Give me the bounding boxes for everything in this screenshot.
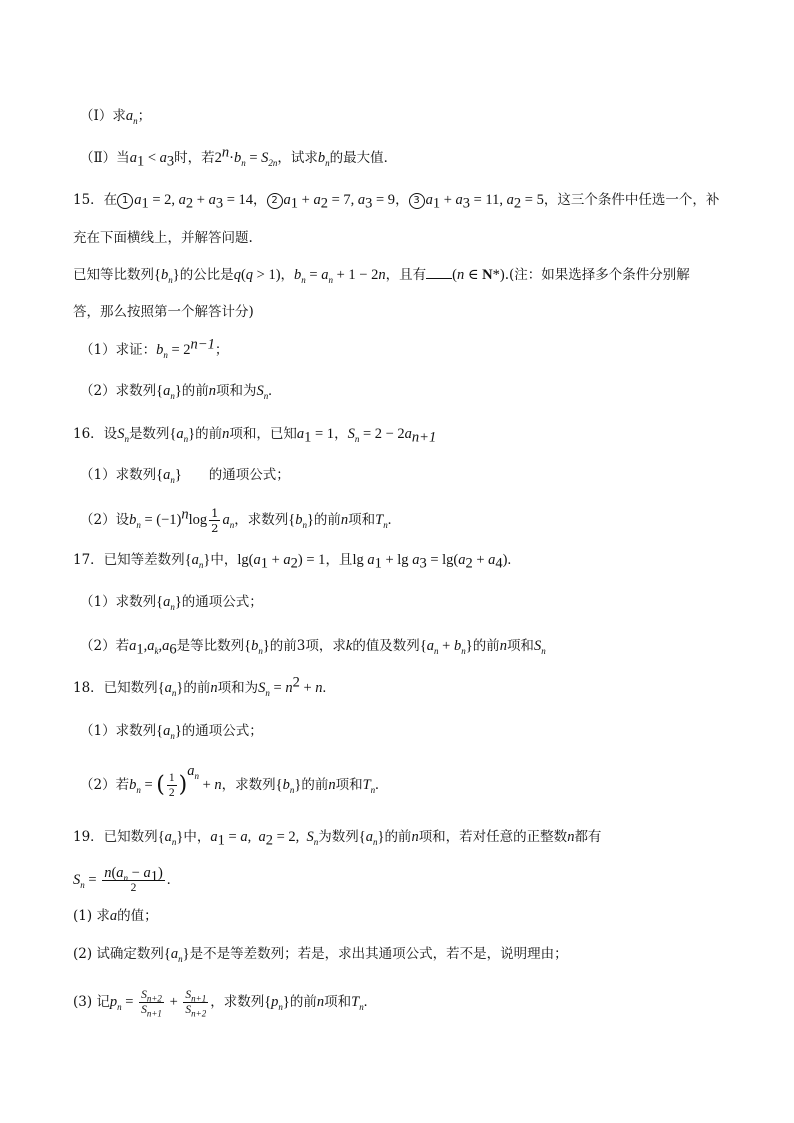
question-18: 18．已知数列$\{a_n\}$的前n项和为$S_n = n^2 + n$. bbox=[73, 674, 327, 698]
question-15-part-2: （2）求数列$\{a_n\}$的前n项和为$S_n$. bbox=[80, 383, 272, 401]
question-15: 15．在 1 $a_1 = 2$, $a_2 + a_3 = 14$， 2 $a_1 + a_2 = 7$, $a_3 = 9$， 3 $a_1 + a_3 = 11$, $a_2 = 5$，这三个条件中任选一个，补 bbox=[73, 192, 720, 212]
question-17: 17．已知等差数列$\{a_n\}$中，$\lg(a_1 + a_2) = 1$，且$\lg a_1 + \lg a_3 = \lg(a_2 + a_4)$. bbox=[73, 552, 512, 572]
question-16-part-1: （1）求数列$\{a_n\}$ 的通项公式； bbox=[80, 467, 290, 485]
part-ii: （Ⅱ）当$a_1 < a_3$时，若$2^n\cdot b_n = S_{2n}$，试求$b_n$的最大值． bbox=[80, 144, 398, 170]
question-15-line3: 已知等比数列$\{b_n\}$的公比是q(q > 1)，$b_n = a_n + 1 - 2n$，且有 (n ∈ N*).(注：如果选择多个条件分别解 bbox=[73, 267, 690, 285]
question-19-formula: $S_n$ = $\frac{n(a_n - a_1)}{2}$ . bbox=[73, 865, 171, 894]
question-18-part-1: （1）求数列$\{a_n\}$的通项公式； bbox=[80, 723, 263, 741]
question-19-part-2: (2) 试确定数列$\{a_n\}$是不是等差数列；若是，求出其通项公式，若不是，说明理由； bbox=[73, 946, 568, 964]
part-i: （Ⅰ）求$a_n$； bbox=[80, 108, 152, 126]
question-16-part-2: （2）设$b_n = (-1)^n\log$ $\frac{1}{2}$ $a_n$，求数列$\{b_n\}$的前n项和$T_n$. bbox=[80, 506, 392, 535]
question-17-part-2: （2）若$a_1,a_k,a_6$是等比数列$\{b_n\}$的前3项，求k的值及数列$\{a_n + b_n\}$的前n项和$S_n$ bbox=[80, 638, 546, 658]
question-17-part-1: （1）求数列$\{a_n\}$的通项公式； bbox=[80, 594, 263, 612]
question-19-part-1: (1) 求a的值； bbox=[73, 908, 158, 924]
question-15-line2: 充在下面横线上，并解答问题. bbox=[73, 230, 253, 246]
question-18-part-2: （2）若$b_n$ = ( $\frac{1}{2}$ )$^{a_n}$ + n，求数列$\{b_n\}$的前n项和$T_n$. bbox=[80, 763, 379, 799]
question-15-part-1: （1）求证：$b_n = 2^{n-1}$； bbox=[80, 336, 229, 360]
question-19-part-3: (3) 记$p_n$ = $\frac{S_{n+2}}{S_{n+1}}$ + $\frac{S_{n+1}}{S_{n+2}}$ ，求数列$\{p_n\}$的前n项和$T_n$. bbox=[73, 989, 368, 1019]
question-15-line4: 答，那么按照第一个解答计分) bbox=[73, 304, 254, 320]
question-19: 19．已知数列$\{a_n\}$中，$a_1 = a$, $a_2 = 2$, $S_n$为数列$\{a_n\}$的前n项和，若对任意的正整数n都有 bbox=[73, 829, 602, 849]
question-16: 16．设$S_n$是数列$\{a_n\}$的前n项和，已知$a_1 = 1$，$S_n = 2 - 2a_{n+1}$ bbox=[73, 426, 437, 446]
